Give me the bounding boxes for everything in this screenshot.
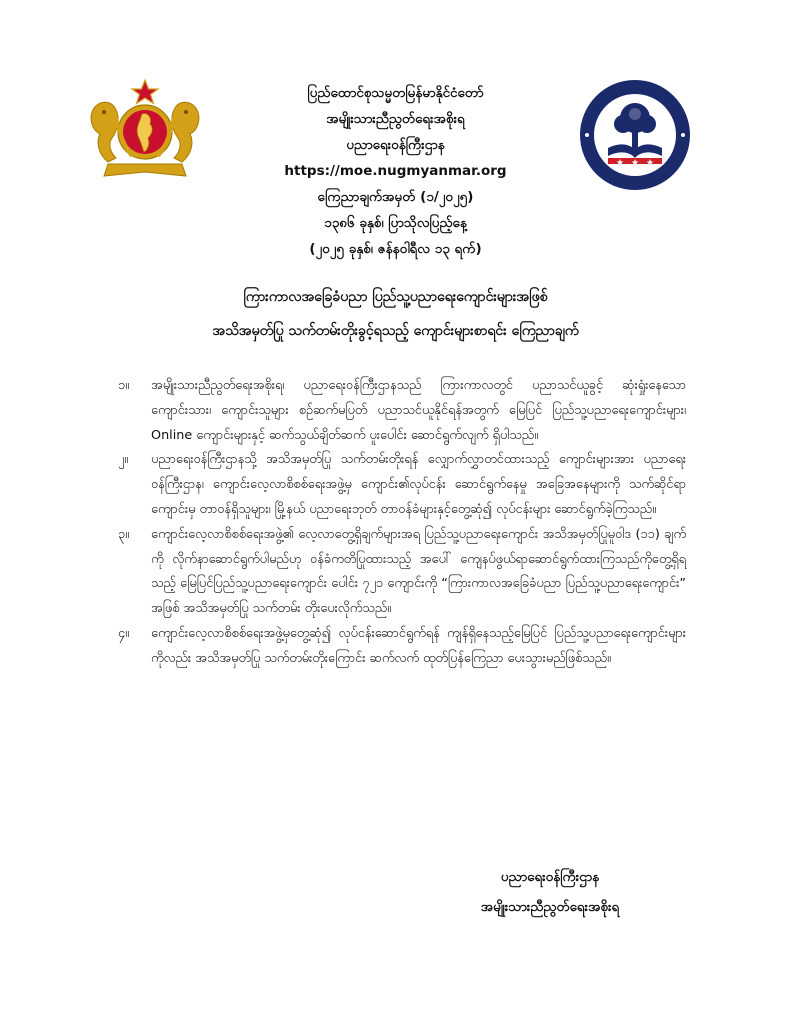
paragraph-number: ၁။ — [118, 378, 130, 393]
date-myanmar: ၁၃၈၆ ခုနှစ်၊ ပြာသိုလပြည့်နေ့ — [324, 215, 467, 231]
paragraph-text: အမျိုးသားညီညွတ်ရေးအစိုးရ၊ ပညာရေးဝန်ကြီးဌာနသည် ကြားကာလတွင် ပညာသင်ယူခွင့် ဆုံးရှုံးနေသော ကျောင်းသား၊ ကျောင်းသူများ စဉ်ဆက်မပြတ် ပညာသင်ယူနိုင်ရန်အတွက် မြေပြင် ပြည်သူ့ပညာရေးကျောင်းများ၊ Online ကျောင်းများနှင့် ဆက်သွယ်ချိတ်ဆက် ပူးပေါင်း ဆောင်ရွက်လျက် ရှိပါသည်။ — [151, 378, 686, 443]
education-ministry-logo-icon — [578, 78, 692, 192]
date-gregorian: (၂၀၂၅ ခုနှစ်၊ ဇန်နဝါရီလ ၁၃ ရက်) — [309, 241, 482, 257]
announcement-body — [118, 374, 686, 672]
ministry-name: ပညာရေးဝန်ကြီးဌာန — [346, 137, 445, 153]
paragraph-number: ၄။ — [118, 625, 130, 641]
paragraph — [118, 374, 686, 448]
paragraph-text: ကျောင်းလေ့လာစိစစ်ရေးအဖွဲ့၏ လေ့လာတွေ့ရှိချက်များအရ ပြည်သူ့ပညာရေးကျောင်း အသိအမှတ်ပြုမူဝါဒ (၁၁) ချက်ကို လိုက်နာဆောင်ရွက်ပါမည်ဟု ဝန်ခံကတိပြုထားသည့် အပေါ် ကျေနပ်ဖွယ်ရာဆောင်ရွက်ထားကြသည်ကိုတွေ့ရှိရသည့် မြေပြင်ပြည်သူ့ပညာရေးကျောင်း ပေါင်း ၇၂၁ ကျောင်းကို “ကြားကာလအခြေခံပညာ ပြည်သူ့ပညာရေးကျောင်း” အဖြစ် အသိအမှတ်ပြု သက်တမ်း တိုးပေးလိုက်သည်။ — [151, 526, 686, 617]
title-line-2: အသိအမှတ်ပြု သက်တမ်းတိုးခွင့်ရသည့် ကျောင်းများစာရင်း ကြေညာချက် — [212, 323, 579, 339]
paragraph-text: ကျောင်းလေ့လာစိစစ်ရေးအဖွဲ့မှတွေ့ဆုံ၍ လုပ်ငန်းဆောင်ရွက်ရန် ကျန်ရှိနေသည့်မြေပြင် ပြည်သူ့ပညာရေးကျောင်းများကိုလည်း အသိအမှတ်ပြု သက်တမ်းတိုးကြောင်း ဆက်လက် ထုတ်ပြန်ကြေညာ ပေးသွားမည်ဖြစ်သည်။ — [151, 625, 686, 666]
state-seal-icon — [86, 78, 204, 188]
signature-block — [440, 862, 660, 922]
document-header — [200, 80, 591, 262]
paragraph — [118, 622, 686, 672]
website-url: https://moe.nugmyanmar.org — [284, 163, 507, 179]
paragraph-number: ၂။ — [118, 452, 129, 468]
country-name: ပြည်ထောင်စုသမ္မတမြန်မာနိုင်ငံတော် — [307, 85, 484, 101]
title-line-1: ကြားကာလအခြေခံပညာ ပြည်သူ့ပညာရေးကျောင်းများအဖြစ် — [243, 289, 548, 305]
signature-ministry: ပညာရေးဝန်ကြီးဌာန — [500, 869, 600, 885]
paragraph-number: ၃။ — [118, 526, 130, 542]
announcement-title — [90, 280, 701, 348]
paragraph — [118, 448, 686, 522]
paragraph-text: ပညာရေးဝန်ကြီးဌာနသို့ အသိအမှတ်ပြု သက်တမ်းတိုးရန် လျှောက်လွှာတင်ထားသည့် ကျောင်းများအား ပညာရေးဝန်ကြီးဌာန၊ ကျောင်းလေ့လာစိစစ်ရေးအဖွဲ့မှ ကျောင်း၏လုပ်ငန်း ဆောင်ရွက်နေမှု အခြေအနေများကို သက်ဆိုင်ရာကျောင်းမှ တာဝန်ရှိသူများ၊ မြို့နယ် ပညာရေးဘုတ် တာဝန်ခံများနှင့်တွေ့ဆုံ၍ လုပ်ငန်းများ ဆောင်ရွက်ခဲ့ကြသည်။ — [151, 452, 686, 517]
signature-government: အမျိုးသားညီညွတ်ရေးအစိုးရ — [480, 899, 620, 915]
paragraph — [118, 523, 686, 622]
notice-number: ကြေညာချက်အမှတ် (၁/၂၀၂၅) — [317, 189, 474, 205]
government-name: အမျိုးသားညီညွတ်ရေးအစိုးရ — [326, 111, 465, 127]
